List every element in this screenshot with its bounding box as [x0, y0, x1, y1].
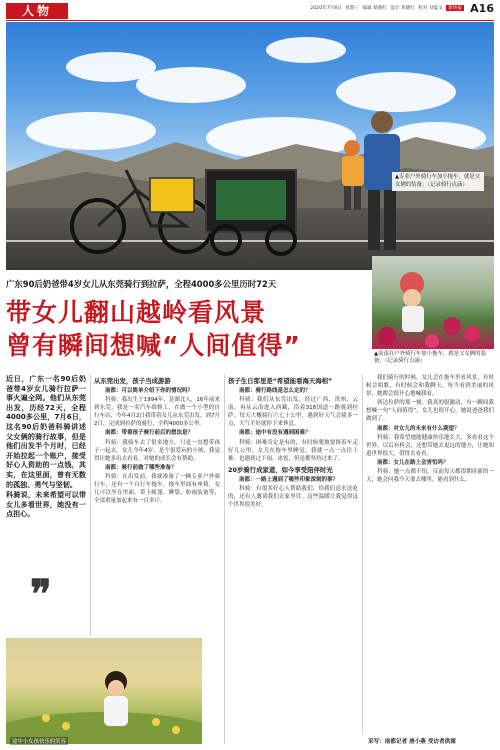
proofreader-credit: 校对 刘夏文 — [418, 6, 443, 11]
question: 南都：骑行路线是怎么定的？ — [239, 388, 311, 394]
main-photo — [6, 22, 494, 270]
column-2 — [94, 374, 220, 506]
question: 南都：对女儿的未来有什么期望？ — [377, 425, 460, 432]
side-photo — [372, 256, 494, 349]
column-1 — [6, 374, 86, 520]
girl-in-flowers — [372, 256, 494, 349]
answer: 科骑：我希望她能健康快乐地长大，多看看这个世界。以后有机会，还想带她去更远的地方，让她知道世界很大，值得去看看。 — [366, 434, 494, 457]
page-header — [0, 0, 500, 20]
column-2-heading-1: 从东莞出发，孩子当成游游 — [94, 377, 171, 385]
main-photo-caption: ▲专业户外骑行车加小拖车，就是父女俩的装备。（记录骑行点滴） — [392, 172, 484, 191]
answer: 科骑：我们从东莞出发，经过广西、贵州、云南，再从云南进入西藏，沿着318国道一路骑到拉萨。每天大概骑行六七十公里，遇到好天气会骑多一点，天气不好就停下来休息。 — [228, 397, 358, 428]
newspaper-badge: 新快报 — [448, 6, 462, 11]
issue-date: 2020年7月8日 — [310, 6, 342, 11]
question: 南都：骑行前做了哪些准备？ — [105, 464, 177, 471]
editor-credit: 编辑 蔡晓红 — [362, 6, 387, 11]
question: 南都：可以简单介绍下你的情况吗？ — [105, 388, 194, 394]
question: 南都：途中有没有遇到困难？ — [239, 430, 311, 437]
column-divider — [224, 374, 225, 744]
column-divider — [362, 374, 363, 734]
question: 南都：带着孩子骑行前后的想法是？ — [105, 430, 194, 437]
column-divider — [90, 374, 91, 636]
date-line — [310, 5, 466, 11]
question: 南都：女儿在路上会害怕吗？ — [377, 459, 449, 466]
answer: 科骑：我出生于1994年，是湖北人，16年前来到东莞，我是一名汽车维修工，在做一个小型的自行车店，今年4月2日我带着女儿从东莞出发，到7月2日，完成到拉萨的骑行，全程4000多公里。 — [94, 397, 220, 428]
answer: 科骑：困难肯定是有的，有时候爬坡要推着车走好几公里，女儿在拖车里睡觉，我就一点一点往上推。也遇到过下雨、冰雹，但是都坚持过来了。 — [228, 439, 358, 462]
bicycle-with-trailer — [66, 140, 326, 260]
lead-paragraph-2: 科骑说，未来希望可以带女儿多看世界，她没有一点担心。 — [6, 490, 86, 519]
answer: 科骑：有很多好心人帮助我们，给我们送水送吃的，还有人邀请我们去家里住。这些温暖让我觉得这个世界很美好。 — [228, 485, 358, 509]
headline-line-1: 带女儿翻山越岭看风景 — [6, 298, 267, 327]
answer: 科骑：在出发前，我就准备了一辆专业户外骑行车，还有一个自行车拖车，拖车里面有座椅，女儿可以坐在里面。带上帐篷、睡袋、防雨装备等，全部重量加起来有一百多斤。 — [94, 473, 220, 505]
side-photo-caption: ▲南南在户外骑行车加小拖车，就是父女俩的装备。（记录骑行点滴） — [374, 351, 486, 365]
bottom-photo — [6, 638, 202, 744]
byline: 采写：南都记者 唐小燕 受访者供图 — [368, 739, 456, 745]
column-3-heading-2: 20岁骑行成家道，如今享受陪伴时光 — [228, 465, 333, 474]
issue-weekday: 星期三 — [345, 6, 360, 11]
question: 南都：一路上遇到了哪些印象深刻的事？ — [239, 476, 339, 483]
paragraph: 到达拉萨的那一刻，我真的很激动，有一瞬间我想喊一句“人间值得”。女儿也很开心，她说爸爸我们做到了。 — [366, 400, 494, 423]
lead-paragraph: 近日，广东一名90后奶爸带4岁女儿骑行拉萨一事火遍全网。他们从东莞出发，历经72天，全程4000多公里，7月6日，这名90后奶爸科骑讲述父女俩的骑行故事，但是他们出发半个月时，已经开始拉起一个账户，接受好心人资助的一点钱，其实，在这里面，曾有无数的孤独、勇气与坚韧。 — [6, 374, 86, 489]
answer: 科骑：我骑车去了很多地方，只是一直想带孩子一起去。女儿今年4岁，是个很爱玩的小孩，我觉得让她多出去看看，对她的成长会有帮助。 — [94, 439, 220, 462]
headline-line-2: 曾有瞬间想喊“人间值得” — [6, 331, 301, 360]
girl-in-field — [6, 638, 202, 744]
column-3 — [228, 374, 358, 510]
column-4 — [366, 374, 494, 485]
designer-credit: 设计 邓晓红 — [390, 6, 415, 11]
page-number: A16 — [470, 2, 494, 15]
quote-mark-icon: ❞ — [30, 571, 52, 618]
bottom-photo-caption: 途中小女孩快乐的笑容 — [12, 739, 66, 745]
column-3-heading-1: 孩子生日那里是“希望能看海天海相” — [228, 377, 333, 385]
paragraph: 我们骑行的时候，女儿会在拖车里看风景，有时候会唱歌，有时候会和我聊天。每当看到美丽的风景，她都会很开心地喊我看。 — [366, 375, 494, 398]
section-tab: 人物 — [6, 3, 68, 19]
answer: 科骑：她一点都不怕，反而每天都很期待新的一天，她会问我今天要去哪里，能看到什么。 — [366, 469, 494, 484]
subtitle: 广东90后奶爸带4岁女儿从东莞骑行到拉萨，全程4000多公里历时72天 — [6, 279, 277, 289]
header-rule — [6, 20, 494, 21]
